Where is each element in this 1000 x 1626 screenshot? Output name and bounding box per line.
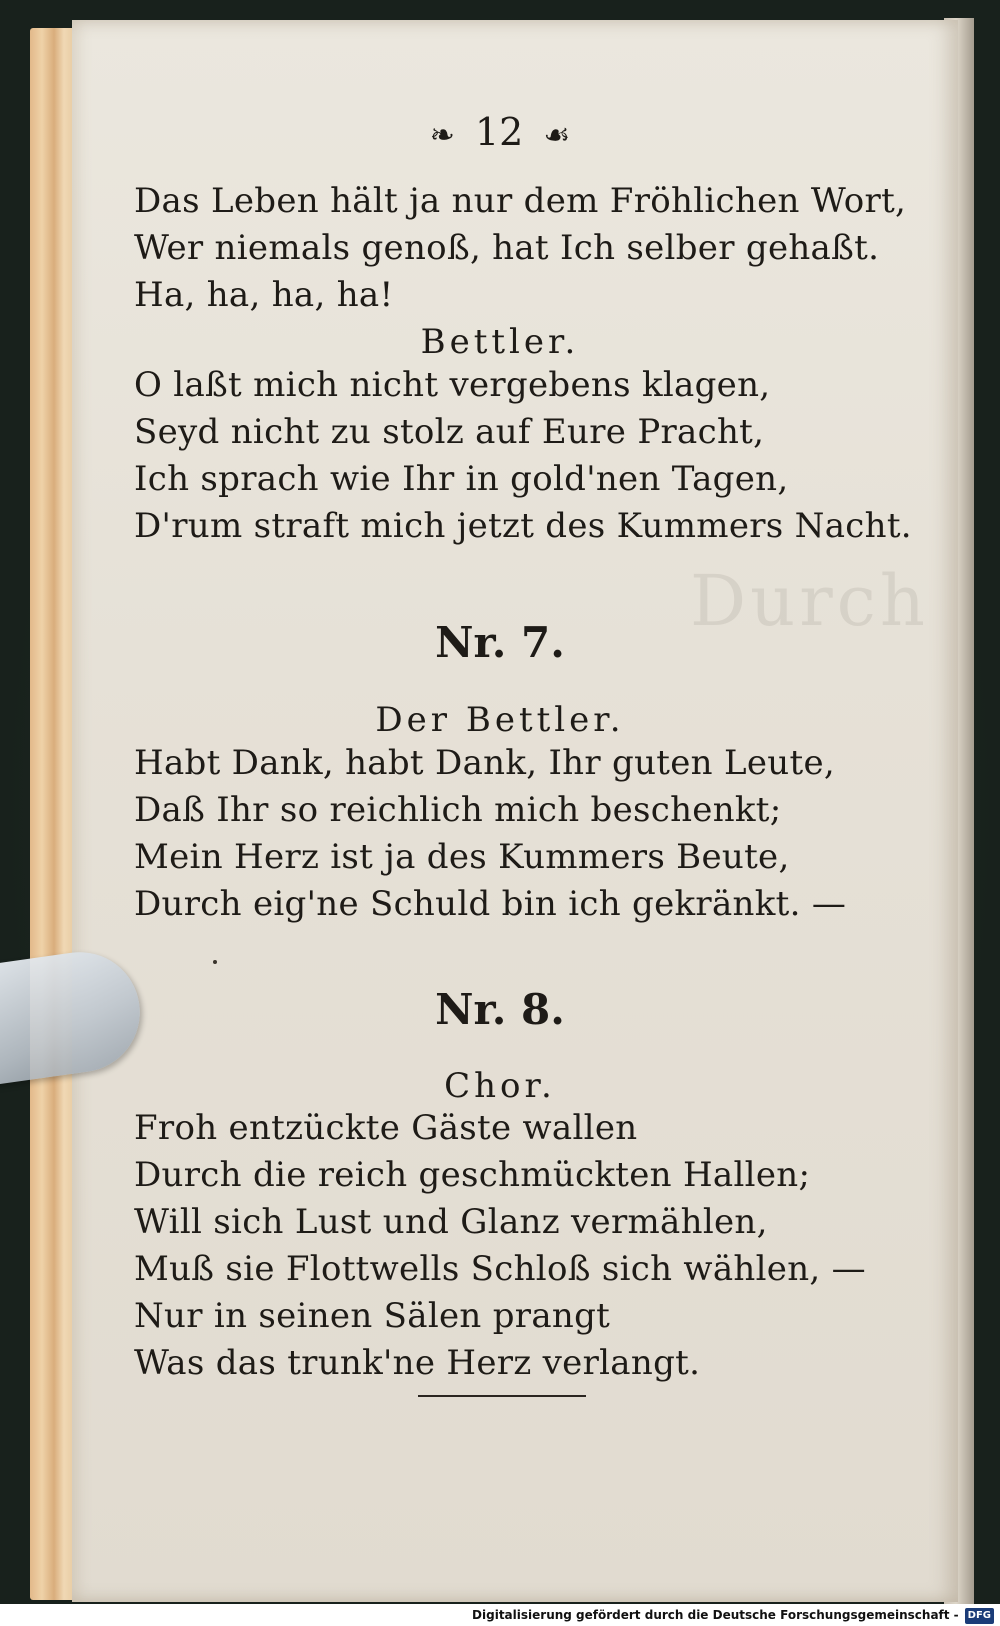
end-rule <box>418 1395 586 1397</box>
verse-line: Nur in seinen Sälen prangt <box>134 1296 611 1336</box>
ink-speck <box>213 960 217 964</box>
verse-line: Ich sprach wie Ihr in gold'nen Tagen, <box>134 459 789 499</box>
verse-line: Seyd nicht zu stolz auf Eure Pracht, <box>134 412 765 452</box>
verse-line: Das Leben hält ja nur dem Fröhlichen Wort, <box>134 181 907 221</box>
page-number: 12 <box>474 110 524 154</box>
verse-line: Mein Herz ist ja des Kummers Beute, <box>134 837 790 877</box>
verse-line: Durch eig'ne Schuld bin ich gekränkt. — <box>134 884 847 924</box>
section-number-8: Nr. 8. <box>435 985 565 1034</box>
speaker-chor: Chor. <box>444 1066 556 1106</box>
verse-line: Froh entzückte Gäste wallen <box>134 1108 638 1148</box>
section-number-7: Nr. 7. <box>435 618 565 667</box>
ornament-right-icon: ☙ <box>543 118 571 153</box>
verse-line: Will sich Lust und Glanz vermählen, <box>134 1202 768 1242</box>
digitization-footer <box>0 1604 1000 1626</box>
verse-line: Ha, ha, ha, ha! <box>134 275 394 315</box>
speaker-bettler: Bettler. <box>420 322 580 362</box>
verse-line: Daß Ihr so reichlich mich beschenkt; <box>134 790 782 830</box>
verse-line: Was das trunk'ne Herz verlangt. <box>134 1343 701 1383</box>
verse-line: Muß sie Flottwells Schloß sich wählen, — <box>134 1249 866 1289</box>
verse-line: O laßt mich nicht vergebens klagen, <box>134 365 771 405</box>
verse-line: Durch die reich geschmückten Hallen; <box>134 1155 811 1195</box>
verse-line: Wer niemals genoß, hat Ich selber gehaßt. <box>134 228 880 268</box>
verse-line: D'rum straft mich jetzt des Kummers Nacht. <box>134 506 912 546</box>
verse-line: Habt Dank, habt Dank, Ihr guten Leute, <box>134 743 835 783</box>
ornament-left-icon: ❧ <box>429 118 455 153</box>
dfg-logo: DFG <box>965 1608 994 1624</box>
page-header <box>300 110 700 154</box>
bleed-through-text: Durch <box>690 560 929 642</box>
speaker-der-bettler: Der Bettler. <box>375 700 625 740</box>
footer-credit: Digitalisierung gefördert durch die Deutsche Forschungsgemeinschaft - <box>472 1608 959 1622</box>
